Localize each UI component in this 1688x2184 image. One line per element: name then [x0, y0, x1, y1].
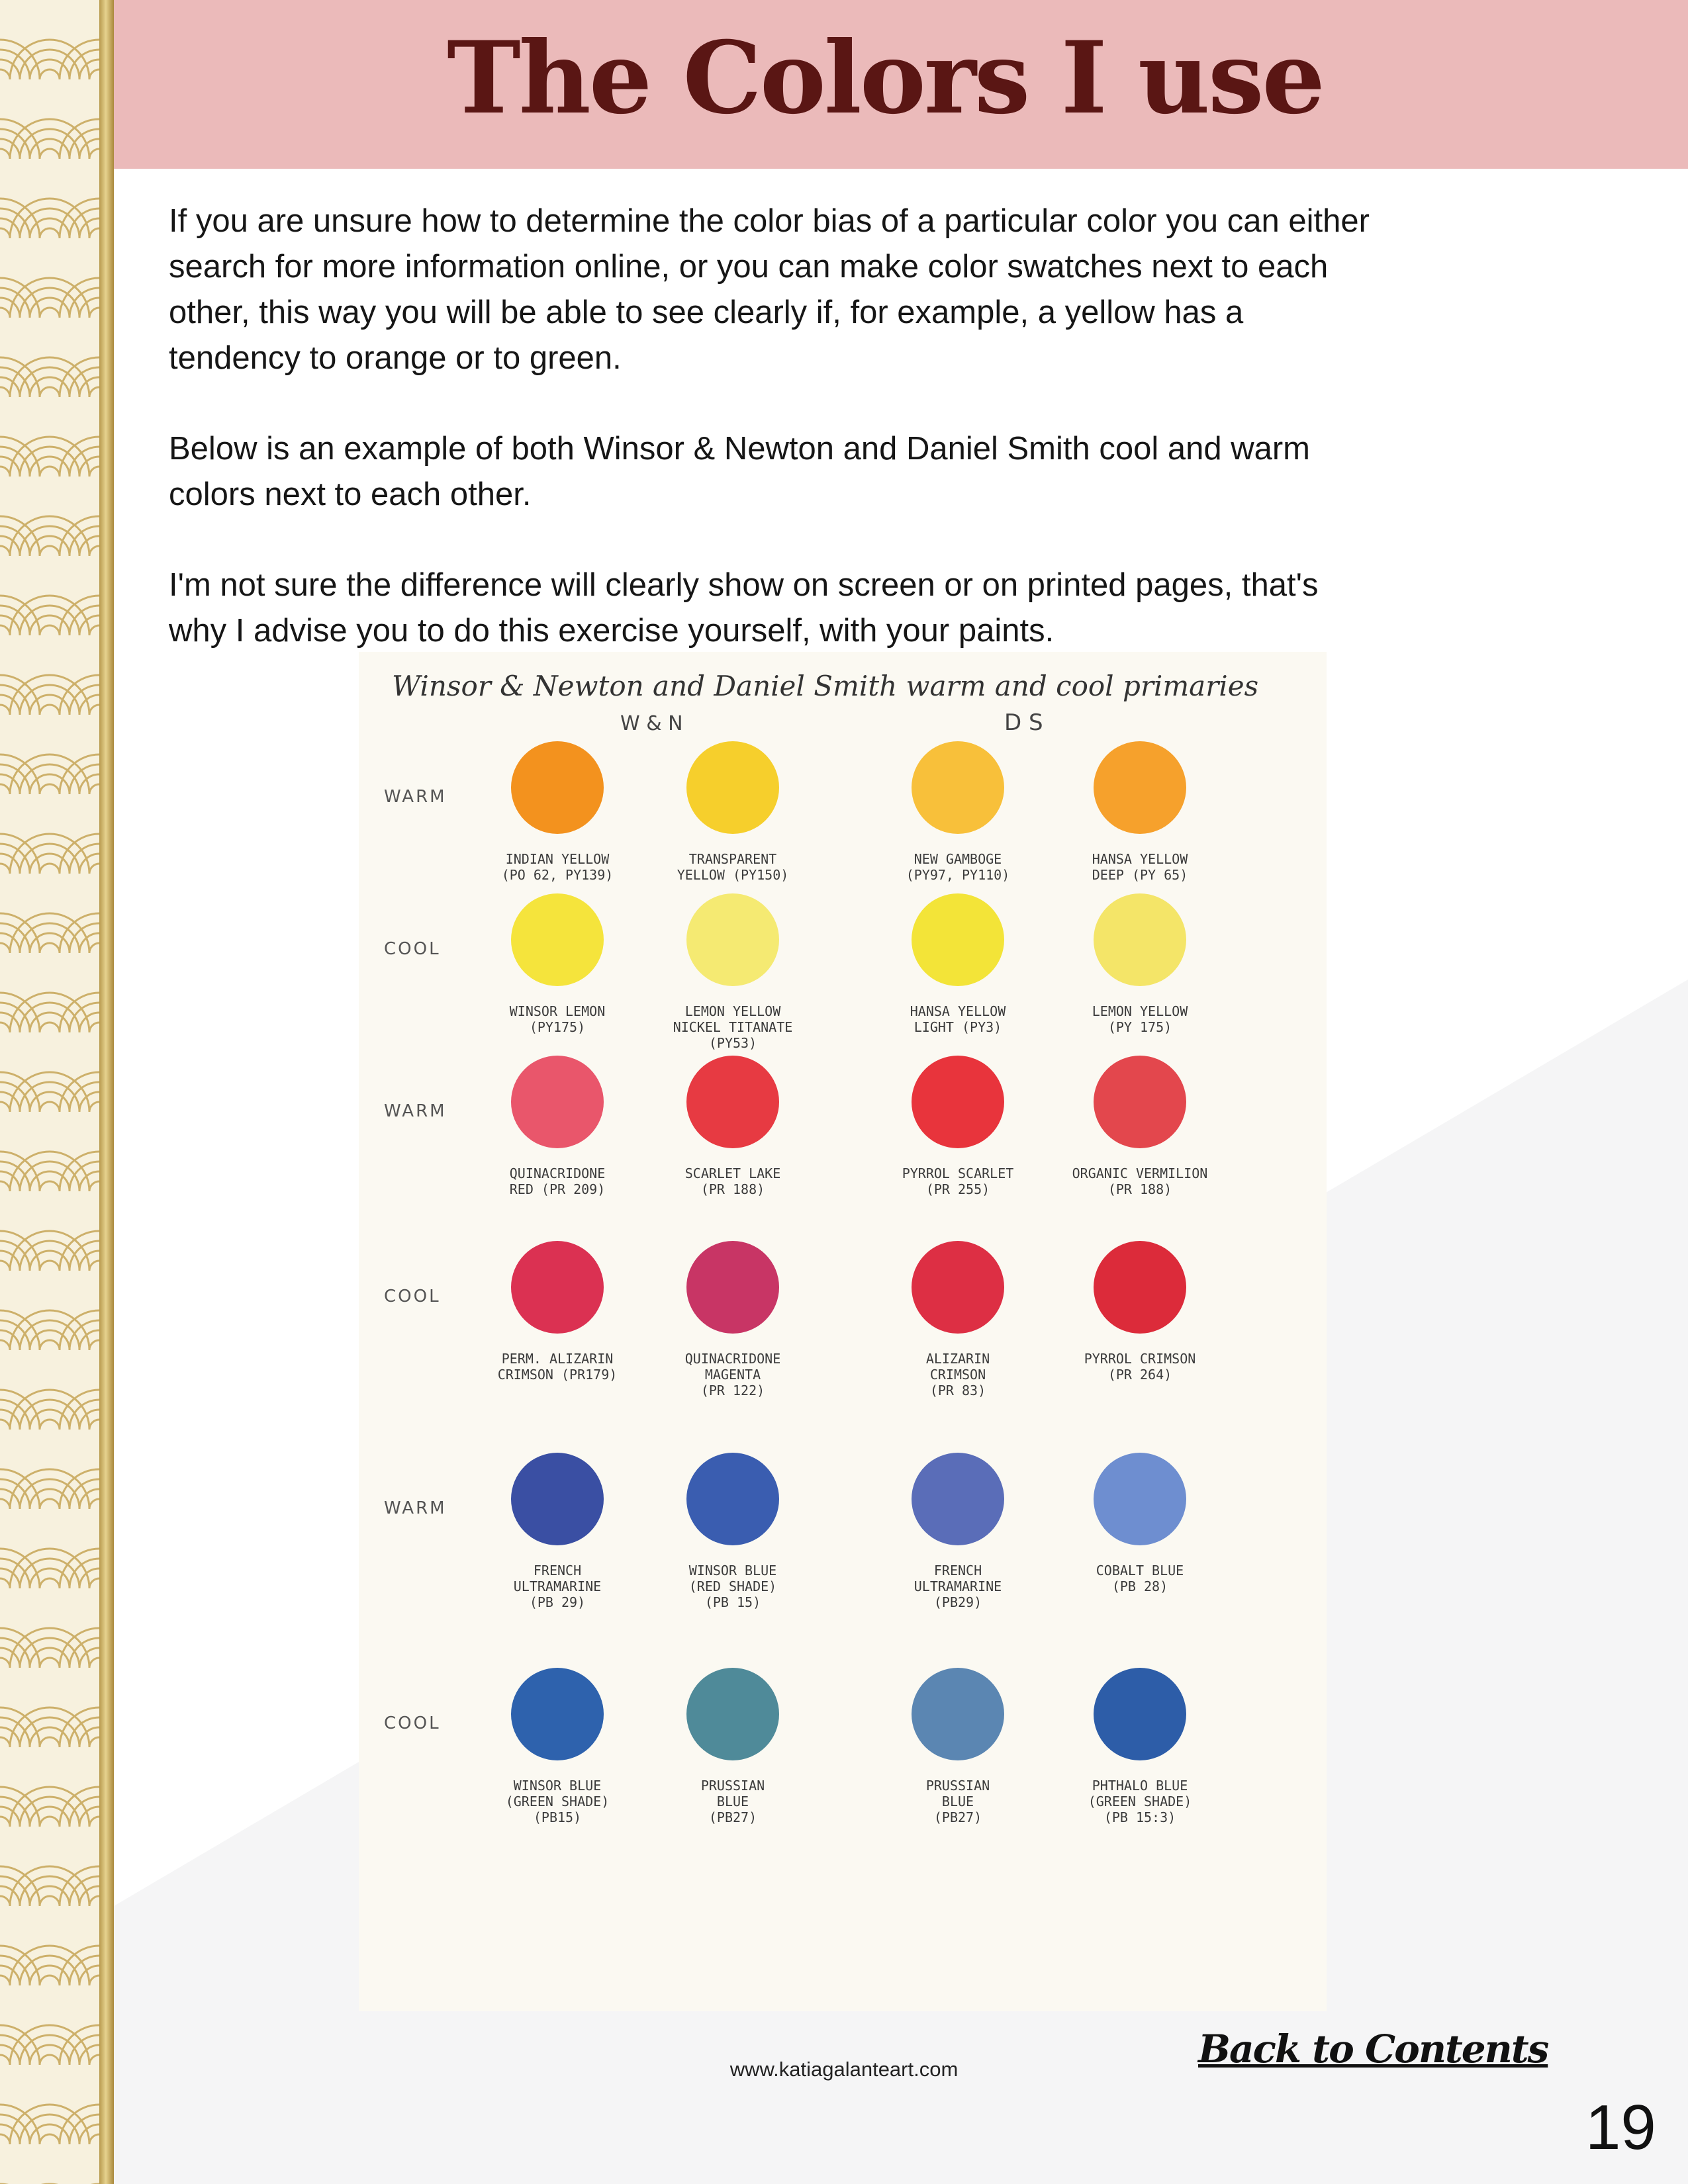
swatch-label: (PB 15): [704, 1594, 761, 1610]
swatch-label: PHTHALO BLUE: [1092, 1778, 1188, 1794]
paint-swatch: [686, 1668, 779, 1760]
swatch-label: LEMON YELLOW: [684, 1003, 781, 1019]
paint-swatch: [912, 1241, 1004, 1334]
swatch-label: FRENCH: [933, 1563, 982, 1578]
text-line: colors next to each other.: [169, 477, 532, 512]
brand-label-wn: W & N: [620, 712, 683, 735]
example-paragraph: [169, 426, 1526, 518]
swatch-label: WINSOR BLUE: [513, 1778, 602, 1794]
swatch-label: ALIZARIN: [925, 1351, 990, 1367]
paint-swatch: [912, 893, 1004, 986]
advice-paragraph: [169, 563, 1526, 654]
swatch-label: BLUE: [716, 1794, 749, 1809]
paint-swatch: [686, 741, 779, 834]
swatch-label: YELLOW (PY150): [677, 867, 789, 883]
swatch-label: TRANSPARENT: [688, 851, 777, 867]
swatch-label: (PB 28): [1111, 1578, 1168, 1594]
paint-swatch: [1094, 1241, 1186, 1334]
paint-swatch: [912, 1056, 1004, 1148]
back-to-contents-link[interactable]: Back to Contents: [1198, 2026, 1548, 2071]
swatch-label: (PO 62, PY139): [501, 867, 614, 883]
paint-swatch: [1094, 741, 1186, 834]
paint-swatch: [686, 1453, 779, 1545]
swatch-label: WINSOR BLUE: [688, 1563, 777, 1578]
swatch-label: INDIAN YELLOW: [505, 851, 610, 867]
swatch-label: (PR 188): [1107, 1181, 1172, 1197]
swatch-label: MAGENTA: [704, 1367, 761, 1383]
swatch-label: PRUSSIAN: [925, 1778, 990, 1794]
arch-pattern: [0, 0, 99, 2184]
paint-swatch: [1094, 1453, 1186, 1545]
swatch-label: (PR 188): [700, 1181, 765, 1197]
intro-paragraph: [169, 199, 1526, 381]
swatch-label: CRIMSON (PR179): [497, 1367, 618, 1383]
swatch-label: (PY53): [708, 1035, 757, 1051]
paint-swatch: [1094, 1668, 1186, 1760]
swatch-label: LEMON YELLOW: [1092, 1003, 1188, 1019]
paint-swatch: [686, 1056, 779, 1148]
swatch-label: FRENCH: [533, 1563, 582, 1578]
row-label: WARM: [384, 1498, 447, 1518]
decorative-border: [0, 0, 114, 2184]
swatch-label: (PB15): [533, 1809, 582, 1825]
paint-swatch: [1094, 1056, 1186, 1148]
swatch-label: (PR 255): [925, 1181, 990, 1197]
gold-border-strip: [99, 0, 114, 2184]
text-line: why I advise you to do this exercise yourself, with your paints.: [169, 613, 1055, 649]
swatch-label: (RED SHADE): [688, 1578, 777, 1594]
swatch-label: (PB 29): [529, 1594, 586, 1610]
text-line: If you are unsure how to determine the color bias of a particular color you can either: [169, 203, 1370, 239]
text-line: other, this way you will be able to see clearly if, for example, a yellow has a: [169, 295, 1244, 330]
swatch-label: (PB27): [933, 1809, 982, 1825]
page-title: The Colors I use: [447, 20, 1323, 136]
row-label: COOL: [384, 1713, 441, 1733]
paint-swatch: [511, 1668, 604, 1760]
swatch-label: ULTRAMARINE: [513, 1578, 602, 1594]
swatch-label: PRUSSIAN: [700, 1778, 765, 1794]
swatch-label: NICKEL TITANATE: [673, 1019, 793, 1035]
text-line: Below is an example of both Winsor & Newton and Daniel Smith cool and warm: [169, 431, 1310, 467]
row-label: COOL: [384, 939, 441, 959]
swatch-label: BLUE: [941, 1794, 974, 1809]
swatch-chart-photo: [359, 652, 1327, 2011]
swatch-label: CRIMSON: [929, 1367, 986, 1383]
swatch-label: PYRROL CRIMSON: [1084, 1351, 1196, 1367]
swatch-label: PERM. ALIZARIN: [501, 1351, 614, 1367]
paint-swatch: [686, 1241, 779, 1334]
swatch-label: PYRROL SCARLET: [902, 1165, 1014, 1181]
swatch-label: LIGHT (PY3): [914, 1019, 1002, 1035]
swatch-label: NEW GAMBOGE: [914, 851, 1002, 867]
chart-title: Winsor & Newton and Daniel Smith warm and cool primaries: [392, 670, 1259, 702]
paint-swatch: [511, 1241, 604, 1334]
paint-swatch: [912, 1668, 1004, 1760]
row-label: WARM: [384, 787, 447, 807]
swatch-label: (PR 122): [700, 1383, 765, 1398]
text-line: search for more information online, or you can make color swatches next to each: [169, 249, 1329, 285]
swatch-label: ULTRAMARINE: [914, 1578, 1002, 1594]
swatch-label: (PB29): [933, 1594, 982, 1610]
paint-swatch: [912, 1453, 1004, 1545]
swatch-label: ORGANIC VERMILION: [1072, 1165, 1208, 1181]
row-label: WARM: [384, 1101, 447, 1121]
swatch-label: (PR 264): [1107, 1367, 1172, 1383]
paint-swatch: [1094, 893, 1186, 986]
swatch-label: (PY97, PY110): [906, 867, 1010, 883]
swatch-label: QUINACRIDONE: [684, 1351, 781, 1367]
paint-swatch: [686, 893, 779, 986]
brand-label-ds: D S: [1004, 709, 1043, 736]
website-url: www.katiagalanteart.com: [729, 2058, 959, 2081]
swatch-label: (PB27): [708, 1809, 757, 1825]
swatch-label: (PR 83): [929, 1383, 986, 1398]
swatch-label: HANSA YELLOW: [910, 1003, 1006, 1019]
swatch-label: RED (PR 209): [509, 1181, 606, 1197]
paint-swatch: [511, 741, 604, 834]
paint-swatch: [511, 1056, 604, 1148]
page-number: 19: [1585, 2092, 1656, 2163]
row-label: COOL: [384, 1287, 441, 1306]
text-line: I'm not sure the difference will clearly show on screen or on printed pages, that's: [169, 567, 1319, 603]
swatch-label: (PY 175): [1107, 1019, 1172, 1035]
swatch-label: SCARLET LAKE: [684, 1165, 781, 1181]
swatch-label: DEEP (PY 65): [1092, 867, 1188, 883]
paint-swatch: [511, 893, 604, 986]
swatch-label: (PY175): [529, 1019, 586, 1035]
swatch-label: QUINACRIDONE: [509, 1165, 606, 1181]
swatch-label: HANSA YELLOW: [1092, 851, 1188, 867]
swatch-label: COBALT BLUE: [1096, 1563, 1184, 1578]
paint-swatch: [912, 741, 1004, 834]
swatch-label: WINSOR LEMON: [509, 1003, 606, 1019]
swatch-label: (PB 15:3): [1103, 1809, 1176, 1825]
swatch-label: (GREEN SHADE): [505, 1794, 610, 1809]
paint-swatch: [511, 1453, 604, 1545]
swatch-label: (GREEN SHADE): [1088, 1794, 1192, 1809]
text-line: tendency to orange or to green.: [169, 340, 622, 376]
